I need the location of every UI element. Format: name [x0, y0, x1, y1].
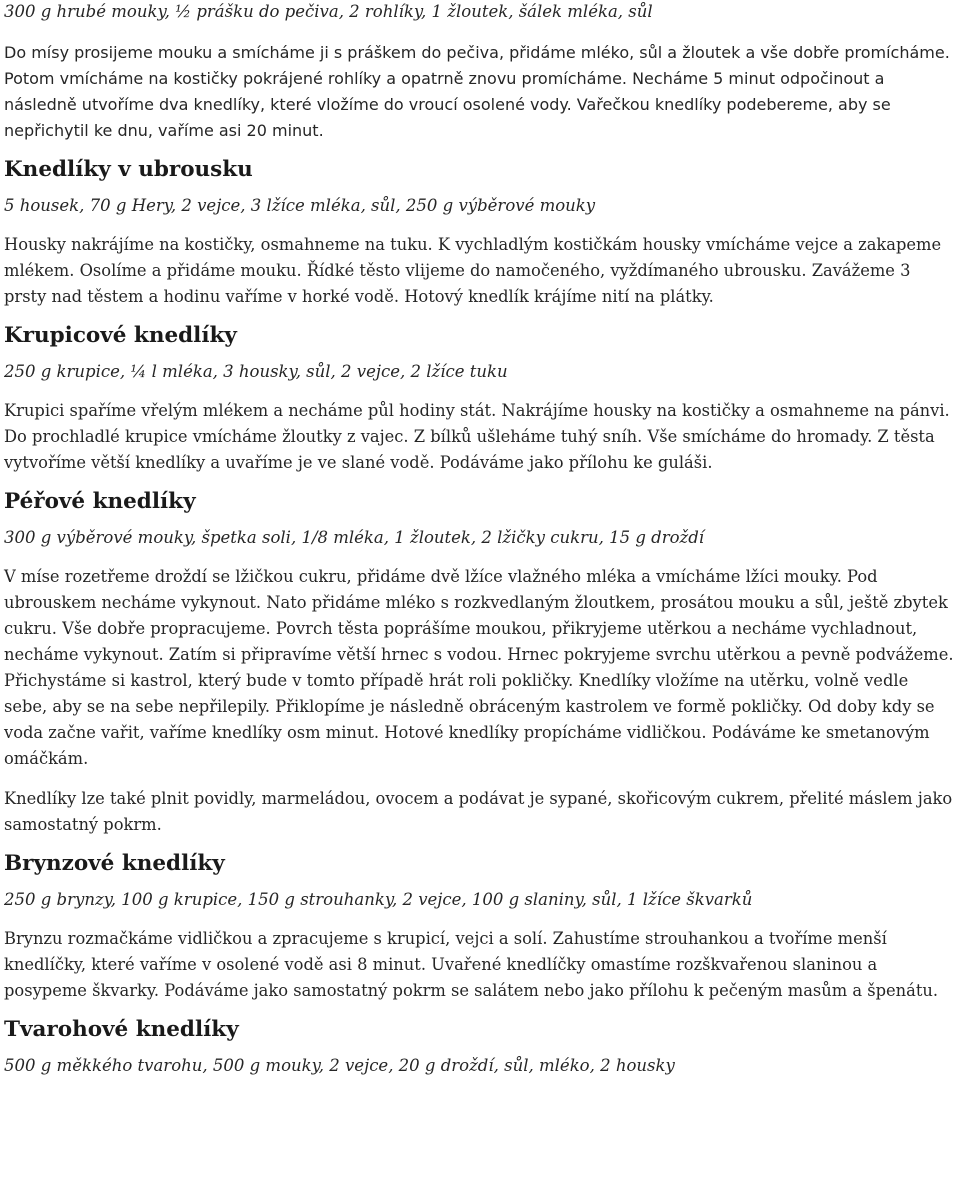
instructions-paragraph: V míse rozetřeme droždí se lžičkou cukru, přidáme dvě lžíce vlažného mléka a vmícháme lžíci mouky. Pod ubrouskem necháme vykynout. Nato přidáme mléko s rozkvedlaným žloutkem, prosátou mouku a sůl, ještě zbytek cukru. Vše dobře propracujeme. Povrch těsta poprášíme moukou, přikryjeme utěrkou a necháme vychladnout, necháme vykynout. Zatím si připravíme větší hrnec s vodou. Hrnec pokryjeme svrchu utěrkou a pevně podvážeme. Přichystáme si kastrol, který bude v tomto případě hrát roli pokličky. Knedlíky vložíme na utěrku, volně vedle sebe, aby se na sebe nepřilepily. Přiklopíme je následně obráceným kastrolem ve formě pokličky. Od doby kdy se voda začne vařit, vaříme knedlíky osm minut. Hotové knedlíky propícháme vidličkou. Podáváme ke smetanovým omáčkám.: [4, 567, 954, 768]
recipe-section-fluffy-dumplings: [4, 488, 956, 838]
ingredients-line: 300 g hrubé mouky, ½ prášku do pečiva, 2 rohlíky, 1 žloutek, šálek mléka, sůl: [4, 2, 653, 21]
ingredients-line: 5 housek, 70 g Hery, 2 vejce, 3 lžíce mléka, sůl, 250 g výběrové mouky: [4, 196, 596, 215]
recipe-section-semolina-dumplings: [4, 322, 956, 476]
recipe-heading: Brynzové knedlíky: [4, 851, 225, 876]
instructions-paragraph: Brynzu rozmačkáme vidličkou a zpracujeme s krupicí, vejci a solí. Zahustíme strouhankou a tvoříme menší knedlíčky, které vaříme v osolené vodě asi 8 minut. Uvařené knedlíčky omastíme rozškvařenou slaninou a posypeme škvarky. Podáváme jako samostatný pokrm se salátem nebo jako přílohu k pečeným masům a špenátu.: [4, 929, 939, 1000]
ingredients-line: 250 g brynzy, 100 g krupice, 150 g strouhanky, 2 vejce, 100 g slaniny, sůl, 1 lžíce škvarků: [4, 890, 753, 909]
instructions-paragraph: Knedlíky lze také plnit povidly, marmeládou, ovocem a podávat je sypané, skořicovým cukrem, přelité máslem jako samostatný pokrm.: [4, 789, 953, 834]
ingredients-line: 500 g měkkého tvarohu, 500 g mouky, 2 vejce, 20 g droždí, sůl, mléko, 2 housky: [4, 1056, 675, 1075]
recipe-section-curd-dumplings: [4, 1016, 956, 1078]
recipe-section-napkin-dumplings: [4, 156, 956, 310]
recipe-heading: Knedlíky v ubrousku: [4, 157, 253, 182]
ingredients-line: 300 g výběrové mouky, špetka soli, 1/8 mléka, 1 žloutek, 2 lžičky cukru, 15 g droždí: [4, 528, 705, 547]
instructions-paragraph: Do mísy prosijeme mouku a smícháme ji s práškem do pečiva, přidáme mléko, sůl a žloutek a vše dobře promícháme. Potom vmícháme na kostičky pokrájené rohlíky a opatrně znovu promícháme. Necháme 5 minut odpočinout a následně utvoříme dva knedlíky, které vložíme do vroucí osolené vody. Vařečkou knedlíky podebereme, aby se nepřichytil ke dnu, vaříme asi 20 minut.: [4, 43, 950, 140]
ingredients-line: 250 g krupice, ¼ l mléka, 3 housky, sůl, 2 vejce, 2 lžíce tuku: [4, 362, 508, 381]
recipe-heading: Krupicové knedlíky: [4, 323, 237, 348]
recipe-heading: Tvarohové knedlíky: [4, 1017, 239, 1042]
instructions-paragraph: Krupici spaříme vřelým mlékem a necháme půl hodiny stát. Nakrájíme housky na kostičky a osmahneme na pánvi. Do prochladlé krupice vmícháme žloutky z vajec. Z bílků ušleháme tuhý sníh. Vše smícháme do hromady. Z těsta vytvoříme větší knedlíky a uvaříme je ve slané vodě. Podáváme jako přílohu ke guláši.: [4, 401, 950, 472]
instructions-paragraph: Housky nakrájíme na kostičky, osmahneme na tuku. K vychladlým kostičkám housky vmícháme vejce a zakapeme mlékem. Osolíme a přidáme mouku. Řídké těsto vlijeme do namočeného, vyždímaného ubrousku. Zavážeme 3 prsty nad těstem a hodinu vaříme v horké vodě. Hotový knedlík krájíme nití na plátky.: [4, 235, 942, 306]
recipe-heading: Péřové knedlíky: [4, 489, 196, 514]
recipe-section-bryndza-dumplings: [4, 850, 956, 1004]
recipe-section-basic-dumplings: [4, 0, 956, 144]
